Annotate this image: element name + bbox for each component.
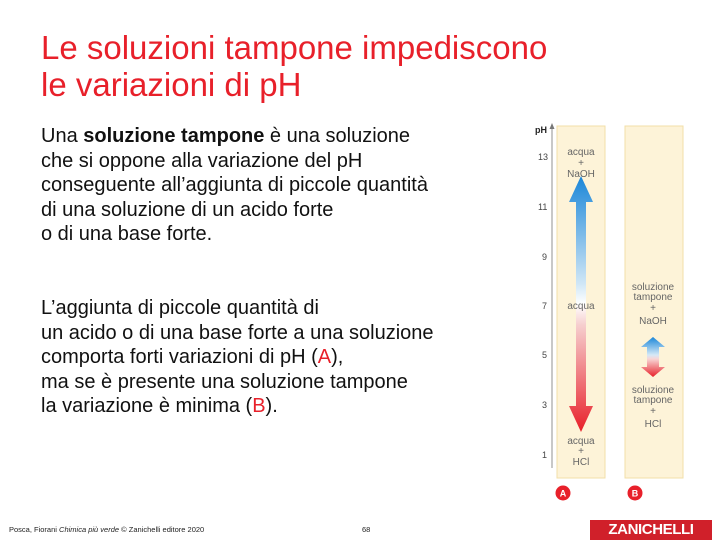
- text-span: la variazione è minima (: [41, 395, 253, 417]
- paragraph-line: [41, 394, 434, 419]
- tick-label: 7: [542, 301, 548, 311]
- paragraph-line: ma se è presente una soluzione tampone: [41, 370, 408, 393]
- explanation-paragraph: [41, 296, 434, 419]
- label-line: HCl: [572, 457, 590, 468]
- tick-label: 1: [542, 450, 548, 460]
- label-line: acqua: [567, 436, 595, 447]
- ph-buffer-figure: [530, 118, 720, 510]
- paragraph-line: [41, 345, 434, 370]
- text-span: ),: [331, 346, 344, 368]
- label-line: NaOH: [567, 169, 595, 180]
- text-span: è una soluzione: [264, 125, 411, 147]
- publisher-logo: ZANICHELLI: [590, 520, 712, 540]
- figure-ref-b: B: [252, 395, 266, 417]
- text-span: comporta forti variazioni di pH (: [41, 346, 318, 368]
- figure-ref-a: A: [317, 346, 332, 368]
- tick-label: 9: [542, 252, 548, 262]
- text-span: Una: [41, 125, 84, 147]
- footer-copyright: © Zanichelli editore 2020: [119, 525, 205, 534]
- label-line: +: [650, 303, 656, 314]
- paragraph-line: di una soluzione di un acido forte: [41, 198, 334, 221]
- label-line: NaOH: [639, 316, 667, 327]
- label-line: HCl: [644, 419, 662, 430]
- badge-b-label: B: [631, 488, 639, 499]
- paragraph-line: [41, 124, 428, 149]
- ph-axis-arrowhead: [550, 123, 555, 129]
- paragraph-line: conseguente all’aggiunta di piccole quantità: [41, 174, 428, 196]
- definition-paragraph: [41, 124, 428, 247]
- text-span: ).: [265, 395, 278, 417]
- footer-authors: Posca, Fiorani: [9, 525, 60, 534]
- paragraph-line: L’aggiunta di piccole quantità di: [41, 297, 319, 319]
- tick-label: 11: [538, 202, 548, 212]
- column-a-mid-label: acqua: [567, 301, 595, 312]
- label-line: +: [650, 406, 656, 417]
- label-line: soluzione: [631, 282, 675, 293]
- footer-book-title: Chimica più verde: [59, 525, 120, 534]
- tick-label: 3: [542, 400, 548, 410]
- paragraph-line: che si oppone alla variazione del pH: [41, 149, 363, 172]
- paragraph-line: un acido o di una base forte a una soluzione: [41, 321, 434, 344]
- label-line: +: [578, 446, 584, 457]
- tick-label: 5: [542, 350, 548, 360]
- label-line: tampone: [633, 395, 673, 406]
- bold-term: soluzione tampone: [83, 125, 265, 147]
- label-line: +: [578, 158, 584, 169]
- ph-axis-label: pH: [535, 125, 547, 135]
- page-number: 68: [362, 525, 371, 534]
- label-line: soluzione: [631, 385, 675, 396]
- badge-a-label: A: [559, 488, 567, 499]
- label-line: acqua: [567, 147, 595, 158]
- slide-title-line-1: Le soluzioni tampone impediscono: [41, 29, 548, 66]
- paragraph-line: o di una base forte.: [41, 223, 213, 245]
- tick-label: 13: [538, 152, 549, 162]
- ph-axis-ticks: [538, 152, 548, 460]
- footer-citation: [9, 525, 204, 534]
- label-line: tampone: [633, 292, 673, 303]
- slide-title-line-2: le variazioni di pH: [41, 66, 302, 103]
